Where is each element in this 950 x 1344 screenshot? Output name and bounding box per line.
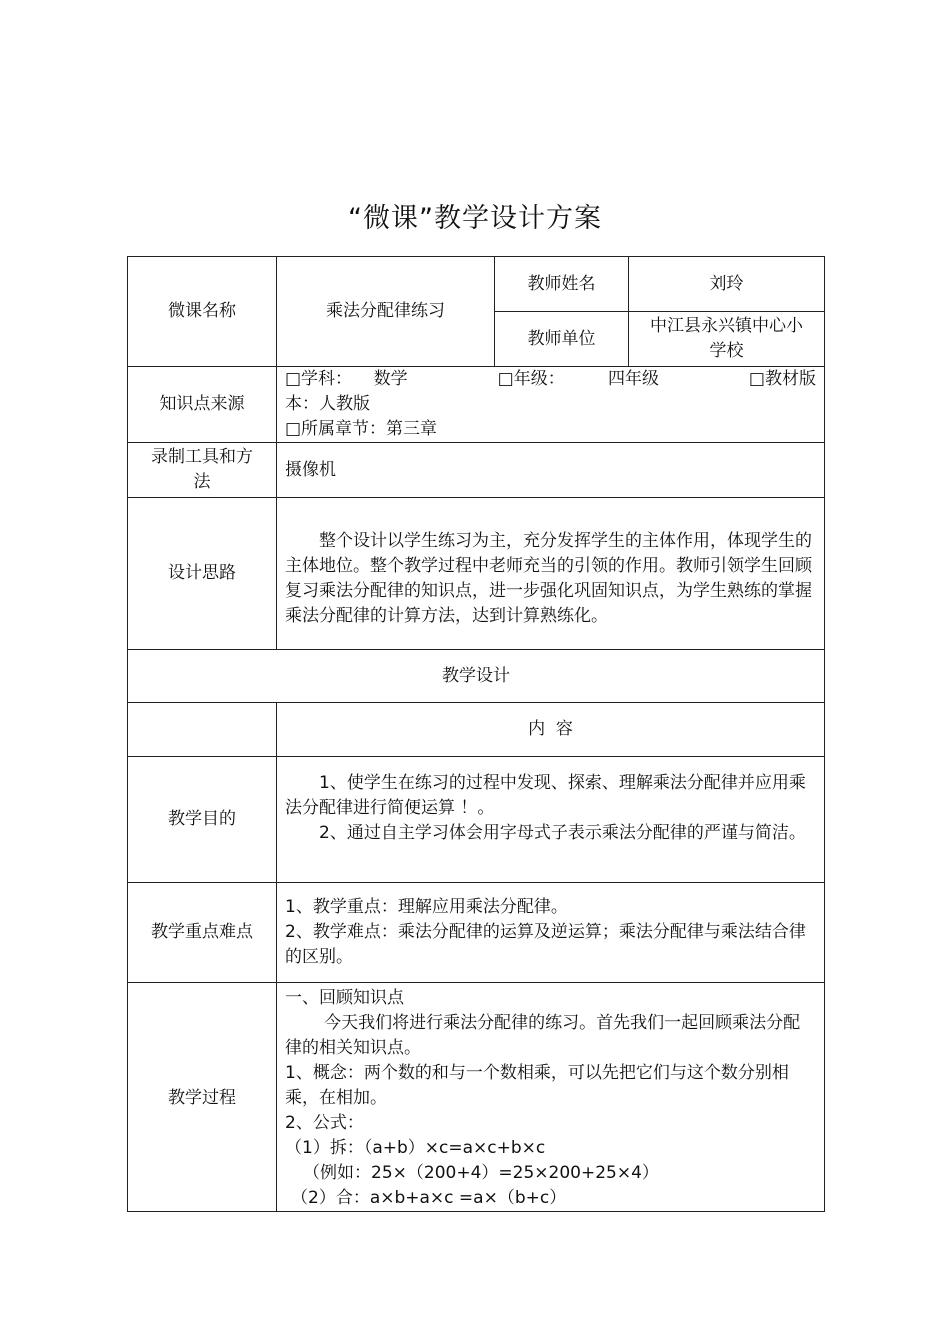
- process-line-7: （2）合：a×b+a×c =a×（b+c）: [291, 1188, 567, 1208]
- goal-item-1: 1、使学生在练习的过程中发现、探索、理解乘法分配律并应用乘法分配律进行简便运算 ！。: [285, 773, 806, 818]
- course-name-value: 乘法分配律练习: [277, 257, 495, 367]
- process-line-4: 2、公式：: [285, 1113, 364, 1133]
- teacher-unit-line2: 学校: [709, 341, 744, 361]
- row-goals: [128, 757, 825, 883]
- row-section-title: [128, 650, 825, 703]
- design-plan-table: [127, 256, 825, 1212]
- content-header-blank: [128, 703, 277, 757]
- tools-value: 摄像机: [277, 443, 825, 498]
- key-points-label: 教学重点难点: [128, 883, 277, 983]
- grade-option: □年级： 四年级: [497, 369, 659, 389]
- row-tools: [128, 443, 825, 498]
- row-source: [128, 367, 825, 443]
- key-points-text: [277, 883, 825, 983]
- process-line-2: 今天我们将进行乘法分配律的练习。首先我们一起回顾乘法分配律的相关知识点。: [285, 1013, 801, 1058]
- goal-item-2: 2、通过自主学习体会用字母式子表示乘法分配律的严谨与简洁。: [319, 823, 806, 843]
- chapter-option: □所属章节：第三章: [285, 419, 438, 439]
- row-process: [128, 983, 825, 1212]
- process-line-3: 1、概念：两个数的和与一个数相乘，可以先把它们与这个数分别相乘，在相加。: [285, 1063, 789, 1108]
- edition-value: 本：人教版: [285, 394, 370, 414]
- design-idea-text: [277, 498, 825, 650]
- process-line-6: （例如：25×（200+4）=25×200+25×4）: [303, 1163, 659, 1183]
- teacher-name-value: 刘玲: [629, 257, 825, 312]
- source-value: [277, 367, 825, 443]
- design-idea-label: 设计思路: [128, 498, 277, 650]
- teacher-unit-line1: 中江县永兴镇中心小: [650, 316, 803, 336]
- goals-text: [277, 757, 825, 883]
- row-key-points: [128, 883, 825, 983]
- course-name-label: 微课名称: [128, 257, 277, 367]
- subject-option: □学科： 数学: [285, 369, 408, 389]
- page-title: “微课”教学设计方案: [348, 203, 602, 234]
- goals-label: 教学目的: [128, 757, 277, 883]
- key-point-1: 1、教学重点：理解应用乘法分配律。: [285, 897, 568, 917]
- process-line-5: （1）拆：（a+b）×c=a×c+b×c: [285, 1138, 546, 1158]
- row-course: [128, 257, 825, 312]
- key-point-2: 2、教学难点：乘法分配律的运算及逆运算；乘法分配律与乘法结合律的区别。: [285, 922, 806, 967]
- source-label: 知识点来源: [128, 367, 277, 443]
- row-design-idea: [128, 498, 825, 650]
- process-label: 教学过程: [128, 983, 277, 1212]
- teacher-unit-label: 教师单位: [495, 312, 629, 367]
- section-title: 教学设计: [128, 650, 825, 703]
- tools-label-line1: 录制工具和方: [151, 447, 253, 467]
- teacher-name-label: 教师姓名: [495, 257, 629, 312]
- source-line1: [285, 367, 816, 392]
- row-content-header: [128, 703, 825, 757]
- tools-label: [128, 443, 277, 498]
- process-text: [277, 983, 825, 1212]
- content-header: 内 容: [277, 703, 825, 757]
- design-idea-paragraph: 整个设计以学生练习为主，充分发挥学生的主体作用，体现学生的主体地位。整个教学过程中老师充当的引领的作用。教师引领学生回顾复习乘法分配律的知识点，进一步强化巩固知识点，为学生熟练的掌握乘法分配律的计算方法，达到计算熟练化。: [285, 530, 812, 626]
- teacher-unit-value: [629, 312, 825, 367]
- edition-option: □教材版: [748, 369, 816, 389]
- tools-label-line2: 法: [193, 472, 211, 492]
- process-line-1: 一、回顾知识点: [285, 988, 404, 1008]
